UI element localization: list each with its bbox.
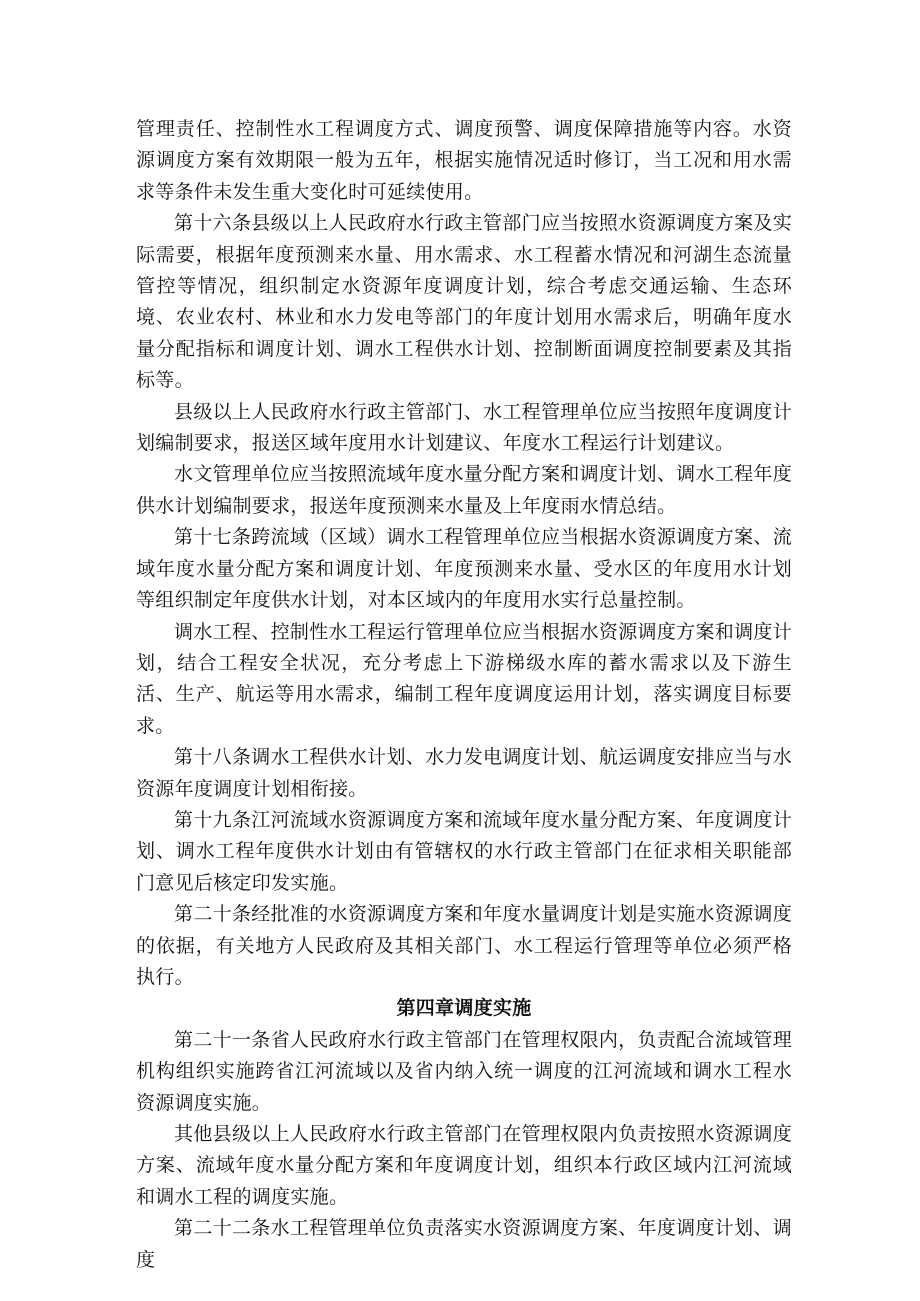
- article-21-clause-2: 其他县级以上人民政府水行政主管部门在管理权限内负责按照水资源调度方案、流域年度水量分配方案和年度调度计划，组织本行政区域内江河流域和调水工程的调度实施。: [136, 1123, 792, 1208]
- article-16-clause-2: 县级以上人民政府水行政主管部门、水工程管理单位应当按照年度调度计划编制要求，报送区域年度用水计划建议、年度水工程运行计划建议。: [136, 400, 792, 455]
- article-22: 第二十二条水工程管理单位负责落实水资源调度方案、年度调度计划、调度: [136, 1217, 792, 1271]
- article-17: 第十七条跨流域（区域）调水工程管理单位应当根据水资源调度方案、流域年度水量分配方案和调度计划、年度预测来水量、受水区的年度用水计划等组织制定年度供水计划，对本区域内的年度用水实行总量控制。: [136, 526, 792, 612]
- article-16: 第十六条县级以上人民政府水行政主管部门应当按照水资源调度方案及实际需要，根据年度预测来水量、用水需求、水工程蓄水情况和河湖生态流量管控等情况，组织制定水资源年度调度计划，综合考虑交通运输、生态环境、农业农村、林业和水力发电等部门的年度计划用水需求后，明确年度水量分配指标和调度计划、调水工程供水计划、控制断面调度控制要素及其指标等。: [136, 212, 792, 392]
- article-17-clause-2: 调水工程、控制性水工程运行管理单位应当根据水资源调度方案和调度计划，结合工程安全状况，充分考虑上下游梯级水库的蓄水需求以及下游生活、生产、航运等用水需求，编制工程年度调度运用计划，落实调度目标要求。: [136, 620, 792, 737]
- document-body: [136, 114, 792, 1276]
- article-19: 第十九条江河流域水资源调度方案和流域年度水量分配方案、年度调度计划、调水工程年度供水计划由有管辖权的水行政主管部门在征求相关职能部门意见后核定印发实施。: [136, 808, 792, 894]
- chapter-heading: 第四章调度实施: [396, 997, 532, 1020]
- article-21: 第二十一条省人民政府水行政主管部门在管理权限内，负责配合流域管理机构组织实施跨省江河流域以及省内纳入统一调度的江河流域和调水工程水资源调度实施。: [136, 1028, 792, 1114]
- paragraph-continuation: 管理责任、控制性水工程调度方式、调度预警、调度保障措施等内容。水资源调度方案有效期限一般为五年，根据实施情况适时修订，当工况和用水需求等条件未发生重大变化时可延续使用。: [136, 118, 792, 203]
- article-20: 第二十条经批准的水资源调度方案和年度水量调度计划是实施水资源调度的依据，有关地方人民政府及其相关部门、水工程运行管理等单位必须严格执行。: [136, 903, 792, 988]
- article-16-clause-3: 水文管理单位应当按照流域年度水量分配方案和调度计划、调水工程年度供水计划编制要求，报送年度预测来水量及上年度雨水情总结。: [136, 463, 792, 517]
- article-18: 第十八条调水工程供水计划、水力发电调度计划、航运调度安排应当与水资源年度调度计划相衔接。: [136, 746, 792, 800]
